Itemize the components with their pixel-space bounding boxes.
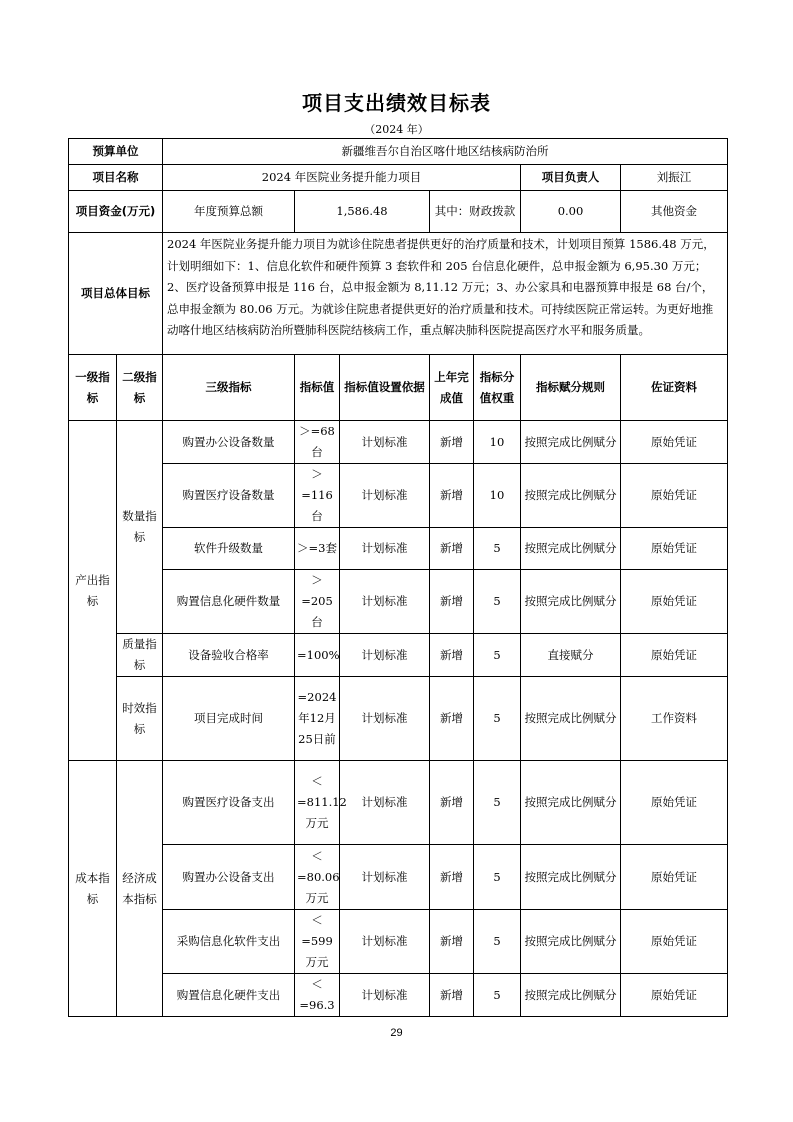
indicator-weight: 5 xyxy=(474,677,521,761)
indicator-name: 购置医疗设备支出 xyxy=(163,761,295,845)
indicator-name: 购置信息化硬件支出 xyxy=(163,974,295,1017)
indicator-value: =100% xyxy=(295,634,340,677)
group-economic: 经济成本指标 xyxy=(117,761,163,1017)
indicator-evidence: 原始凭证 xyxy=(621,421,728,464)
indicator-basis: 计划标准 xyxy=(340,761,430,845)
indicator-name: 采购信息化软件支出 xyxy=(163,910,295,974)
indicator-rule: 直接赋分 xyxy=(521,634,621,677)
project-name-label: 项目名称 xyxy=(69,165,163,191)
fiscal-value: 0.00 xyxy=(521,191,621,233)
other-label: 其他资金 xyxy=(621,191,728,233)
indicator-evidence: 原始凭证 xyxy=(621,910,728,974)
indicator-rule: 按照完成比例赋分 xyxy=(521,421,621,464)
col-evidence: 佐证资料 xyxy=(621,355,728,421)
overall-goal-label: 项目总体目标 xyxy=(69,233,163,355)
indicator-rule: 按照完成比例赋分 xyxy=(521,570,621,634)
indicator-last-year: 新增 xyxy=(430,421,474,464)
indicator-last-year: 新增 xyxy=(430,528,474,570)
indicator-last-year: 新增 xyxy=(430,464,474,528)
indicator-value: ＜=80.06万元 xyxy=(295,845,340,910)
col-level2: 二级指标 xyxy=(117,355,163,421)
group-output: 产出指标 xyxy=(69,421,117,761)
col-level3: 三级指标 xyxy=(163,355,295,421)
indicator-weight: 5 xyxy=(474,845,521,910)
overall-goal-text: 2024 年医院业务提升能力项目为就诊住院患者提供更好的治疗质量和技术，计划项目预算 1586.48 万元，计划明细如下：1、信息化软件和硬件预算 3 套软件和 205 台信息化硬件，总申报金额为 6,95.30 万元；2、医疗设备预算申报是 116 台，总申报金额为 8,11.12 万元；3、办公家具和电器预算申报是 68 台/个，总申报金额为 80.06 万元。为就诊住院患者提供更好的治疗质量和技术。可持续医院正常运转。为更好地推动喀什地区结核病防治所暨肺科医院结核病工作，重点解决肺科医院提高医疗水平和服务质量。 xyxy=(163,233,728,355)
indicator-evidence: 原始凭证 xyxy=(621,845,728,910)
indicator-rule: 按照完成比例赋分 xyxy=(521,528,621,570)
indicator-rule: 按照完成比例赋分 xyxy=(521,910,621,974)
annual-budget-value: 1,586.48 xyxy=(295,191,430,233)
indicator-name: 购置办公设备支出 xyxy=(163,845,295,910)
indicator-value: ＞=3套 xyxy=(295,528,340,570)
group-quality: 质量指标 xyxy=(117,634,163,677)
indicator-last-year: 新增 xyxy=(430,845,474,910)
indicator-value: ＞=68台 xyxy=(295,421,340,464)
unit-value: 新疆维吾尔自治区喀什地区结核病防治所 xyxy=(163,139,728,165)
col-basis: 指标值设置依据 xyxy=(340,355,430,421)
indicator-last-year: 新增 xyxy=(430,570,474,634)
col-rule: 指标赋分规则 xyxy=(521,355,621,421)
col-value: 指标值 xyxy=(295,355,340,421)
fiscal-label: 其中：财政拨款 xyxy=(430,191,521,233)
group-timeliness: 时效指标 xyxy=(117,677,163,761)
table-row xyxy=(69,677,728,761)
indicator-value: ＜=811.12万元 xyxy=(295,761,340,845)
indicator-evidence: 原始凭证 xyxy=(621,974,728,1017)
indicator-evidence: 工作资料 xyxy=(621,677,728,761)
indicator-name: 购置医疗设备数量 xyxy=(163,464,295,528)
indicator-rule: 按照完成比例赋分 xyxy=(521,761,621,845)
indicator-name: 项目完成时间 xyxy=(163,677,295,761)
indicator-last-year: 新增 xyxy=(430,974,474,1017)
group-cost: 成本指标 xyxy=(69,761,117,1017)
indicator-evidence: 原始凭证 xyxy=(621,570,728,634)
indicator-rule: 按照完成比例赋分 xyxy=(521,677,621,761)
table-row xyxy=(69,910,728,974)
project-name-value: 2024 年医院业务提升能力项目 xyxy=(163,165,521,191)
table-row xyxy=(69,421,728,464)
page-number: 29 xyxy=(390,1027,403,1039)
indicator-last-year: 新增 xyxy=(430,910,474,974)
indicator-basis: 计划标准 xyxy=(340,528,430,570)
indicator-name: 购置信息化硬件数量 xyxy=(163,570,295,634)
col-weight: 指标分值权重 xyxy=(474,355,521,421)
table-row xyxy=(69,570,728,634)
indicator-name: 购置办公设备数量 xyxy=(163,421,295,464)
col-last-year: 上年完成值 xyxy=(430,355,474,421)
indicator-basis: 计划标准 xyxy=(340,910,430,974)
indicator-evidence: 原始凭证 xyxy=(621,761,728,845)
table-row xyxy=(69,634,728,677)
indicator-last-year: 新增 xyxy=(430,761,474,845)
indicator-basis: 计划标准 xyxy=(340,421,430,464)
indicator-weight: 5 xyxy=(474,910,521,974)
indicator-last-year: 新增 xyxy=(430,677,474,761)
indicator-weight: 5 xyxy=(474,974,521,1017)
table-row xyxy=(69,464,728,528)
indicator-name: 设备验收合格率 xyxy=(163,634,295,677)
year-label: （2024 年） xyxy=(364,123,429,136)
table-row xyxy=(69,845,728,910)
unit-label: 预算单位 xyxy=(69,139,163,165)
indicator-rule: 按照完成比例赋分 xyxy=(521,974,621,1017)
indicator-weight: 5 xyxy=(474,634,521,677)
indicator-basis: 计划标准 xyxy=(340,634,430,677)
indicator-basis: 计划标准 xyxy=(340,464,430,528)
indicator-value: =2024年12月25日前 xyxy=(295,677,340,761)
indicator-basis: 计划标准 xyxy=(340,677,430,761)
indicator-weight: 5 xyxy=(474,761,521,845)
indicator-basis: 计划标准 xyxy=(340,974,430,1017)
indicator-evidence: 原始凭证 xyxy=(621,634,728,677)
indicator-value: ＞=116台 xyxy=(295,464,340,528)
indicator-value: ＜=599万元 xyxy=(295,910,340,974)
indicator-weight: 10 xyxy=(474,464,521,528)
indicator-value: ＜=96.3 xyxy=(295,974,340,1017)
table-row xyxy=(69,974,728,1017)
indicator-evidence: 原始凭证 xyxy=(621,528,728,570)
group-quantity: 数量指标 xyxy=(117,421,163,634)
indicator-rule: 按照完成比例赋分 xyxy=(521,464,621,528)
indicator-evidence: 原始凭证 xyxy=(621,464,728,528)
indicator-name: 软件升级数量 xyxy=(163,528,295,570)
annual-budget-label: 年度预算总额 xyxy=(163,191,295,233)
manager-value: 刘振江 xyxy=(621,165,728,191)
fund-label: 项目资金(万元) xyxy=(69,191,163,233)
page-title: 项目支出绩效目标表 xyxy=(302,91,491,115)
performance-target-table xyxy=(68,138,728,1017)
table-row xyxy=(69,761,728,845)
indicator-basis: 计划标准 xyxy=(340,845,430,910)
indicator-rule: 按照完成比例赋分 xyxy=(521,845,621,910)
indicator-last-year: 新增 xyxy=(430,634,474,677)
indicator-value: ＞=205台 xyxy=(295,570,340,634)
indicator-weight: 10 xyxy=(474,421,521,464)
indicator-basis: 计划标准 xyxy=(340,570,430,634)
col-level1: 一级指标 xyxy=(69,355,117,421)
manager-label: 项目负责人 xyxy=(521,165,621,191)
indicator-weight: 5 xyxy=(474,570,521,634)
indicator-weight: 5 xyxy=(474,528,521,570)
table-row xyxy=(69,528,728,570)
